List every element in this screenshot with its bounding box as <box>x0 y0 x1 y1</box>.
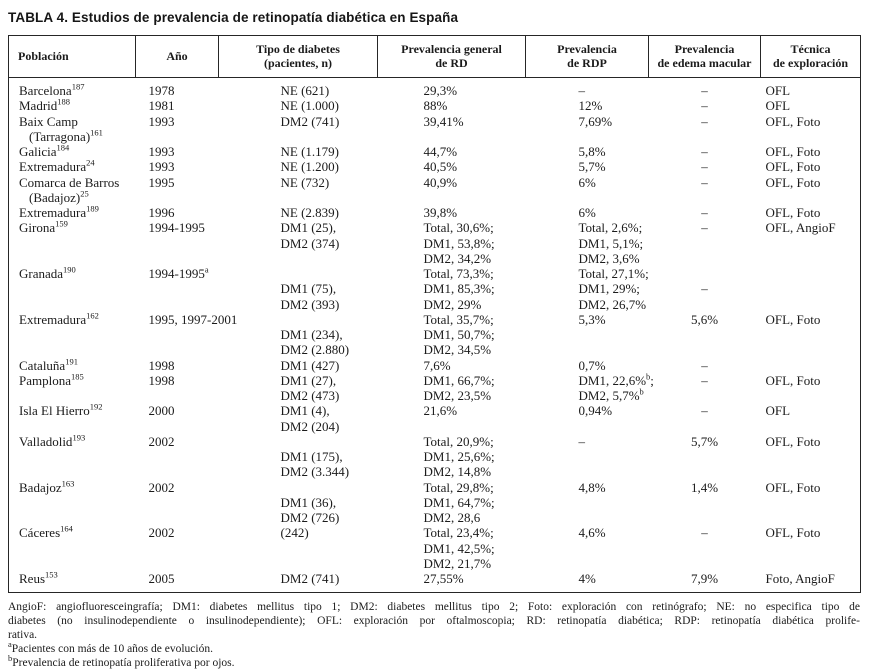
cell-prevalencia-general-rd: DM1, 42,5%; <box>423 540 495 556</box>
cell-prevalencia-rdp: 4,8% <box>578 479 606 495</box>
cell-tecnica-exploracion: OFL, Foto <box>765 113 821 129</box>
cell-prevalencia-general-rd: 40,9% <box>423 174 458 190</box>
table-row <box>9 449 861 464</box>
cell-tipo-de-diabetes <box>219 129 378 144</box>
cell-prevalencia-general-rd: DM2, 23,5% <box>423 388 492 403</box>
cell-prevalencia-rdp: 4% <box>578 571 596 586</box>
superscript-reference: 191 <box>65 356 78 367</box>
cell-tecnica-exploracion: OFL, Foto <box>765 372 821 388</box>
cell-prevalencia-edema-macular: – <box>701 372 708 388</box>
cell-prevalencia-edema-macular <box>649 388 761 403</box>
cell-prevalencia-rdp: DM1, 29%; <box>578 281 640 297</box>
superscript-reference: b <box>8 653 13 664</box>
cell-ano <box>136 556 219 571</box>
table-title: TABLA 4. Estudios de prevalencia de retinopatía diabética en España <box>8 10 459 25</box>
cell-tipo-de-diabetes: NE (621) <box>280 83 330 98</box>
cell-prevalencia-edema-macular: 5,6% <box>690 311 719 327</box>
superscript-reference: 161 <box>90 127 103 138</box>
cell-tecnica-exploracion <box>761 190 861 205</box>
cell-prevalencia-rdp: 7,69% <box>578 113 613 129</box>
cell-prevalencia-general-rd: DM2, 14,8% <box>423 464 492 480</box>
cell-tipo-de-diabetes: DM1 (427) <box>280 357 340 373</box>
header-prevalencia-general-rd: Prevalencia general de RD <box>378 36 526 78</box>
cell-prevalencia-edema-macular <box>649 251 761 266</box>
cell-ano <box>136 464 219 479</box>
superscript-reference: 162 <box>86 310 99 321</box>
cell-prevalencia-edema-macular <box>649 510 761 525</box>
cell-prevalencia-general-rd: 27,55% <box>423 571 464 586</box>
cell-tipo-de-diabetes: DM2 (726) <box>280 510 340 525</box>
cell-prevalencia-general-rd: 44,7% <box>423 144 458 159</box>
table-row <box>9 556 861 571</box>
cell-tipo-de-diabetes: DM2 (3.344) <box>280 464 350 480</box>
cell-prevalencia-rdp <box>526 510 649 525</box>
header-poblacion: Población <box>9 36 136 78</box>
superscript-reference: 188 <box>57 96 71 107</box>
cell-prevalencia-general-rd: DM1, 53,8%; <box>423 235 495 251</box>
cell-ano <box>136 236 219 251</box>
table-row <box>9 510 861 525</box>
cell-prevalencia-edema-macular <box>649 266 761 281</box>
cell-poblacion: Baix Camp <box>19 113 78 129</box>
cell-prevalencia-edema-macular <box>649 449 761 464</box>
cell-ano: 1993 <box>148 113 175 129</box>
cell-prevalencia-edema-macular: – <box>701 113 708 129</box>
cell-prevalencia-rdp: Total, 27,1%; <box>578 266 649 281</box>
cell-prevalencia-general-rd: DM1, 50,7%; <box>423 327 495 342</box>
header-tipo-de-diabetes: Tipo de diabetes (pacientes, n) <box>219 36 378 78</box>
cell-poblacion: Extremadura$^{189}$ <box>19 203 99 220</box>
cell-tipo-de-diabetes <box>219 556 378 571</box>
cell-tecnica-exploracion <box>761 449 861 464</box>
cell-ano: 1996 <box>148 205 175 220</box>
cell-tecnica-exploracion: OFL <box>765 83 791 98</box>
superscript-reference: 187 <box>71 81 85 92</box>
cell-prevalencia-edema-macular <box>649 297 761 312</box>
cell-tecnica-exploracion <box>761 236 861 251</box>
header-prevalencia-rdp: Prevalencia de RDP <box>526 36 649 78</box>
table-row <box>9 525 861 540</box>
cell-prevalencia-edema-macular: 5,7% <box>690 433 719 449</box>
cell-tecnica-exploracion <box>761 342 861 357</box>
cell-prevalencia-edema-macular <box>649 541 761 556</box>
cell-prevalencia-edema-macular <box>649 556 761 571</box>
cell-prevalencia-edema-macular: – <box>701 159 708 175</box>
superscript-reference: 190 <box>63 264 76 275</box>
cell-prevalencia-rdp <box>526 464 649 479</box>
cell-tecnica-exploracion: OFL, Foto <box>765 479 821 495</box>
cell-prevalencia-general-rd: 39,8% <box>423 205 458 220</box>
cell-prevalencia-general-rd: DM1, 66,7%; <box>423 372 495 388</box>
cell-tipo-de-diabetes: NE (1.000) <box>280 98 339 114</box>
cell-poblacion: Madrid$^{188}$ <box>19 96 71 114</box>
table-header-row <box>9 36 861 78</box>
table-row <box>9 98 861 113</box>
superscript-reference: a <box>8 639 12 650</box>
cell-ano: 1998 <box>148 357 175 373</box>
table-row <box>9 434 861 449</box>
cell-tecnica-exploracion <box>761 281 861 296</box>
cell-tecnica-exploracion <box>761 251 861 266</box>
cell-poblacion: Cataluña$^{191}$ <box>19 356 78 373</box>
cell-ano <box>136 297 219 312</box>
table-row <box>9 480 861 495</box>
cell-poblacion: Extremadura$^{24}$ <box>19 157 95 175</box>
table-row <box>9 78 861 99</box>
cell-tipo-de-diabetes: DM1 (234), <box>280 327 343 342</box>
cell-ano <box>136 388 219 403</box>
cell-tecnica-exploracion: OFL, Foto <box>765 144 821 159</box>
table-row <box>9 312 861 327</box>
table-row <box>9 342 861 357</box>
cell-prevalencia-general-rd: 29,3% <box>423 83 458 98</box>
cell-tipo-de-diabetes: DM1 (36), <box>280 494 337 510</box>
cell-tipo-de-diabetes: DM1 (25), <box>280 220 337 236</box>
cell-tecnica-exploracion: OFL, Foto <box>765 311 821 327</box>
cell-ano <box>136 419 219 434</box>
cell-poblacion: Badajoz$^{163}$ <box>19 478 75 495</box>
cell-poblacion <box>9 327 136 342</box>
cell-prevalencia-general-rd: Total, 20,9%; <box>423 433 494 449</box>
cell-prevalencia-rdp: 12% <box>578 98 603 114</box>
cell-tipo-de-diabetes: DM2 (393) <box>280 296 340 312</box>
cell-prevalencia-rdp: DM2, 5,7%$^b$ <box>578 386 644 403</box>
cell-prevalencia-edema-macular: – <box>701 403 708 419</box>
cell-ano <box>136 541 219 556</box>
cell-tipo-de-diabetes: NE (1.200) <box>280 159 339 175</box>
cell-prevalencia-edema-macular: – <box>701 281 708 297</box>
cell-prevalencia-rdp <box>526 419 649 434</box>
cell-prevalencia-general-rd: DM2, 29% <box>423 296 482 312</box>
cell-tipo-de-diabetes: NE (2.839) <box>280 205 339 220</box>
cell-prevalencia-edema-macular: – <box>701 174 708 190</box>
cell-prevalencia-rdp: DM2, 26,7% <box>578 296 647 312</box>
table-row <box>9 236 861 251</box>
cell-prevalencia-edema-macular <box>649 342 761 357</box>
cell-prevalencia-general-rd: Total, 29,8%; <box>423 479 494 495</box>
cell-ano <box>136 449 219 464</box>
cell-prevalencia-rdp <box>526 342 649 357</box>
cell-tipo-de-diabetes <box>219 434 378 449</box>
cell-tipo-de-diabetes <box>219 190 378 205</box>
cell-prevalencia-edema-macular: – <box>701 357 708 373</box>
cell-tipo-de-diabetes: DM1 (75), <box>280 281 337 297</box>
table-row <box>9 358 861 373</box>
cell-poblacion <box>9 449 136 464</box>
cell-poblacion <box>9 281 136 296</box>
cell-tecnica-exploracion <box>761 388 861 403</box>
table-row <box>9 419 861 434</box>
cell-tecnica-exploracion: OFL <box>765 98 791 114</box>
superscript-reference: b <box>646 371 651 382</box>
cell-prevalencia-rdp: 0,94% <box>578 403 613 419</box>
cell-tecnica-exploracion: OFL, Foto <box>765 205 821 220</box>
table-row <box>9 571 861 593</box>
cell-ano <box>136 342 219 357</box>
cell-prevalencia-general-rd: Total, 30,6%; <box>423 220 494 236</box>
cell-tecnica-exploracion <box>761 556 861 571</box>
cell-tipo-de-diabetes: DM1 (27), <box>280 372 337 388</box>
cell-prevalencia-edema-macular: – <box>701 220 708 236</box>
cell-prevalencia-edema-macular: – <box>701 144 708 159</box>
cell-poblacion: Barcelona$^{187}$ <box>19 81 85 98</box>
cell-tipo-de-diabetes: (242) <box>280 525 309 541</box>
cell-ano: 1994-1995$^a$ <box>148 264 209 281</box>
cell-prevalencia-general-rd: Total, 73,3%; <box>423 266 494 281</box>
cell-prevalencia-general-rd: Total, 23,4%; <box>423 525 494 541</box>
cell-poblacion: Cáceres$^{164}$ <box>19 523 73 541</box>
cell-poblacion: Girona$^{159}$ <box>19 218 68 236</box>
cell-prevalencia-general-rd: DM2, 34,2% <box>423 250 492 266</box>
cell-prevalencia-rdp: 5,7% <box>578 159 606 175</box>
cell-prevalencia-general-rd: DM1, 25,6%; <box>423 449 495 464</box>
cell-ano: 2002 <box>148 479 175 495</box>
cell-prevalencia-edema-macular <box>649 495 761 510</box>
cell-tecnica-exploracion: OFL, AngioF <box>765 220 836 236</box>
cell-prevalencia-rdp: Total, 2,6%; <box>578 220 643 236</box>
cell-tipo-de-diabetes: DM2 (473) <box>280 388 340 403</box>
cell-ano <box>136 281 219 296</box>
superscript-reference: 193 <box>72 432 86 443</box>
cell-prevalencia-rdp: 6% <box>578 205 596 220</box>
table-row <box>9 144 861 159</box>
cell-tipo-de-diabetes: DM2 (374) <box>280 235 340 251</box>
cell-tecnica-exploracion: OFL, Foto <box>765 174 821 190</box>
cell-tecnica-exploracion <box>761 129 861 144</box>
cell-tipo-de-diabetes <box>219 251 378 266</box>
cell-prevalencia-general-rd: 39,41% <box>423 113 464 129</box>
cell-tecnica-exploracion <box>761 266 861 281</box>
cell-ano <box>136 129 219 144</box>
cell-prevalencia-rdp: 5,8% <box>578 144 606 159</box>
header-prevalencia-edema-macular: Prevalencia de edema macular <box>649 36 761 78</box>
cell-prevalencia-rdp <box>526 556 649 571</box>
cell-tecnica-exploracion: Foto, AngioF <box>765 571 835 586</box>
cell-prevalencia-general-rd: DM2, 34,5% <box>423 342 492 358</box>
cell-prevalencia-edema-macular: – <box>701 98 708 114</box>
cell-prevalencia-rdp <box>526 541 649 556</box>
cell-ano: 1978 <box>148 83 175 98</box>
table-row <box>9 495 861 510</box>
cell-prevalencia-general-rd: 7,6% <box>423 357 451 373</box>
cell-tipo-de-diabetes: DM1 (175), <box>280 449 343 464</box>
cell-prevalencia-rdp: – <box>578 83 585 98</box>
cell-prevalencia-rdp: DM1, 22,6%$^b$; <box>578 371 654 388</box>
cell-ano <box>136 190 219 205</box>
cell-tecnica-exploracion: OFL, Foto <box>765 525 821 541</box>
header-ano: Año <box>136 36 219 78</box>
cell-poblacion: (Tarragona)$^{161}$ <box>29 127 103 144</box>
table-row <box>9 403 861 418</box>
cell-prevalencia-rdp <box>526 495 649 510</box>
cell-poblacion <box>9 388 136 403</box>
cell-poblacion <box>9 297 136 312</box>
cell-ano: 1993 <box>148 144 175 159</box>
cell-prevalencia-edema-macular <box>649 190 761 205</box>
cell-prevalencia-rdp: DM2, 3,6% <box>578 250 640 266</box>
cell-tecnica-exploracion: OFL <box>765 403 791 419</box>
table-row <box>9 464 861 479</box>
table-row <box>9 114 861 129</box>
cell-prevalencia-rdp: 4,6% <box>578 525 606 541</box>
cell-tipo-de-diabetes: DM2 (741) <box>280 113 340 129</box>
cell-prevalencia-general-rd: 88% <box>423 98 448 114</box>
cell-prevalencia-general-rd: DM1, 85,3%; <box>423 281 495 297</box>
table-row <box>9 251 861 266</box>
prevalence-table <box>8 35 861 593</box>
cell-poblacion: (Badajoz)$^{25}$ <box>29 188 89 205</box>
cell-ano: 2002 <box>148 433 175 449</box>
cell-tecnica-exploracion: OFL, Foto <box>765 159 821 175</box>
cell-prevalencia-rdp: 5,3% <box>578 311 606 327</box>
cell-tipo-de-diabetes <box>219 480 378 495</box>
cell-ano: 1994-1995 <box>148 220 205 236</box>
table-row <box>9 175 861 190</box>
superscript-reference: 164 <box>60 523 73 534</box>
table-row <box>9 373 861 388</box>
footnote-note: $^b$Prevalencia de retinopatía proliferativa por ojos. <box>8 653 235 670</box>
superscript-reference: b <box>639 386 644 397</box>
cell-tecnica-exploracion <box>761 495 861 510</box>
table-row <box>9 129 861 144</box>
cell-prevalencia-general-rd <box>378 190 526 205</box>
cell-poblacion: Valladolid$^{193}$ <box>19 432 86 449</box>
superscript-reference: 189 <box>86 203 99 214</box>
table-row <box>9 541 861 556</box>
cell-tipo-de-diabetes: DM1 (4), <box>280 403 330 419</box>
cell-tecnica-exploracion <box>761 297 861 312</box>
cell-prevalencia-rdp: DM1, 5,1%; <box>578 235 644 251</box>
cell-prevalencia-rdp: – <box>578 433 585 449</box>
superscript-reference: 163 <box>61 478 75 489</box>
cell-prevalencia-rdp: 0,7% <box>578 357 606 373</box>
superscript-reference: 153 <box>45 569 58 580</box>
table-row <box>9 281 861 296</box>
cell-ano: 2002 <box>148 525 175 541</box>
cell-poblacion: Galicia$^{184}$ <box>19 142 70 159</box>
cell-prevalencia-general-rd: DM1, 64,7%; <box>423 494 495 510</box>
cell-tipo-de-diabetes: NE (1.179) <box>280 144 339 159</box>
cell-poblacion: Granada$^{190}$ <box>19 264 76 281</box>
table-row <box>9 220 861 235</box>
cell-prevalencia-edema-macular: – <box>701 205 708 220</box>
table-body <box>9 78 861 593</box>
cell-prevalencia-general-rd: Total, 35,7%; <box>423 311 494 327</box>
cell-tipo-de-diabetes: NE (732) <box>280 174 330 190</box>
cell-tipo-de-diabetes <box>219 541 378 556</box>
cell-tecnica-exploracion <box>761 464 861 479</box>
cell-prevalencia-general-rd: DM2, 28,6 <box>423 510 481 525</box>
cell-ano: 1995 <box>148 174 175 190</box>
table-row <box>9 190 861 205</box>
cell-tecnica-exploracion <box>761 358 861 373</box>
cell-prevalencia-edema-macular <box>649 464 761 479</box>
cell-prevalencia-general-rd <box>378 129 526 144</box>
cell-poblacion <box>9 541 136 556</box>
cell-prevalencia-general-rd: 21,6% <box>423 403 458 419</box>
table-row <box>9 327 861 342</box>
cell-ano: 1993 <box>148 159 175 175</box>
cell-ano <box>136 495 219 510</box>
superscript-reference: 192 <box>89 401 103 412</box>
superscript-reference: 24 <box>86 157 95 168</box>
header-tecnica-exploracion: Técnica de exploración <box>761 36 861 78</box>
cell-prevalencia-edema-macular <box>649 419 761 434</box>
superscript-reference: 159 <box>55 218 68 229</box>
cell-prevalencia-rdp <box>526 129 649 144</box>
cell-ano <box>136 510 219 525</box>
cell-ano: 1981 <box>148 98 175 114</box>
cell-prevalencia-edema-macular: 1,4% <box>690 479 719 495</box>
table-row <box>9 388 861 403</box>
cell-tipo-de-diabetes <box>219 266 378 281</box>
cell-ano: 2000 <box>148 403 175 419</box>
cell-poblacion: Pamplona$^{185}$ <box>19 371 84 388</box>
cell-poblacion <box>9 236 136 251</box>
superscript-reference: 25 <box>80 188 89 199</box>
footnotes <box>8 600 860 670</box>
footnote-abbreviations-line: rativa. <box>8 629 38 642</box>
cell-tecnica-exploracion <box>761 541 861 556</box>
cell-prevalencia-rdp <box>526 190 649 205</box>
cell-tipo-de-diabetes: DM2 (2.880) <box>280 342 350 358</box>
cell-prevalencia-edema-macular: 7,9% <box>690 571 719 586</box>
cell-poblacion: Comarca de Barros <box>19 174 120 190</box>
superscript-reference: 184 <box>56 142 70 153</box>
cell-tecnica-exploracion: OFL, Foto <box>765 433 821 449</box>
footnote-note: $^a$Pacientes con más de 10 años de evolución. <box>8 639 213 656</box>
cell-tipo-de-diabetes: DM2 (204) <box>280 418 340 434</box>
cell-prevalencia-general-rd: DM2, 21,7% <box>423 555 492 571</box>
cell-tipo-de-diabetes <box>219 312 378 327</box>
cell-prevalencia-edema-macular: – <box>701 525 708 541</box>
cell-prevalencia-edema-macular <box>649 236 761 251</box>
superscript-reference: a <box>204 264 209 275</box>
cell-prevalencia-edema-macular <box>649 327 761 342</box>
cell-poblacion <box>9 556 136 571</box>
cell-poblacion: Extremadura$^{162}$ <box>19 310 99 327</box>
cell-poblacion <box>9 495 136 510</box>
cell-prevalencia-general-rd <box>378 419 526 434</box>
superscript-reference: 185 <box>71 371 84 382</box>
cell-prevalencia-general-rd: 40,5% <box>423 159 458 175</box>
cell-prevalencia-rdp <box>526 327 649 342</box>
cell-ano: 2005 <box>148 571 175 586</box>
cell-prevalencia-edema-macular: – <box>701 83 708 98</box>
cell-tipo-de-diabetes: DM2 (741) <box>280 571 340 586</box>
cell-prevalencia-rdp <box>526 449 649 464</box>
cell-poblacion: Isla El Hierro$^{192}$ <box>19 401 103 419</box>
cell-ano: 1998 <box>148 372 175 388</box>
table-row <box>9 159 861 174</box>
table-row <box>9 205 861 220</box>
cell-poblacion: Reus$^{153}$ <box>19 569 58 586</box>
cell-tecnica-exploracion <box>761 419 861 434</box>
cell-ano <box>136 327 219 342</box>
cell-tecnica-exploracion <box>761 510 861 525</box>
cell-ano: 1995, 1997-2001 <box>148 311 238 327</box>
table-row <box>9 266 861 281</box>
footnote-abbreviations-line: AngioF: angiofluoresceingrafía; DM1: diabetes mellitus tipo 1; DM2: diabetes mellitus tipo 2; Foto: exploración con retinógrafo; NE: no especifica tipo de <box>8 601 860 614</box>
footnote-abbreviations-line: diabetes (no insulinodependiente o insulinodependiente); OFL: exploración por oftalmoscopia; RD: retinopatía diabética; RDP: retinopatía diabética prolife- <box>8 615 860 628</box>
table-row <box>9 297 861 312</box>
cell-prevalencia-edema-macular <box>649 129 761 144</box>
cell-prevalencia-rdp: 6% <box>578 174 596 190</box>
cell-tecnica-exploracion <box>761 327 861 342</box>
